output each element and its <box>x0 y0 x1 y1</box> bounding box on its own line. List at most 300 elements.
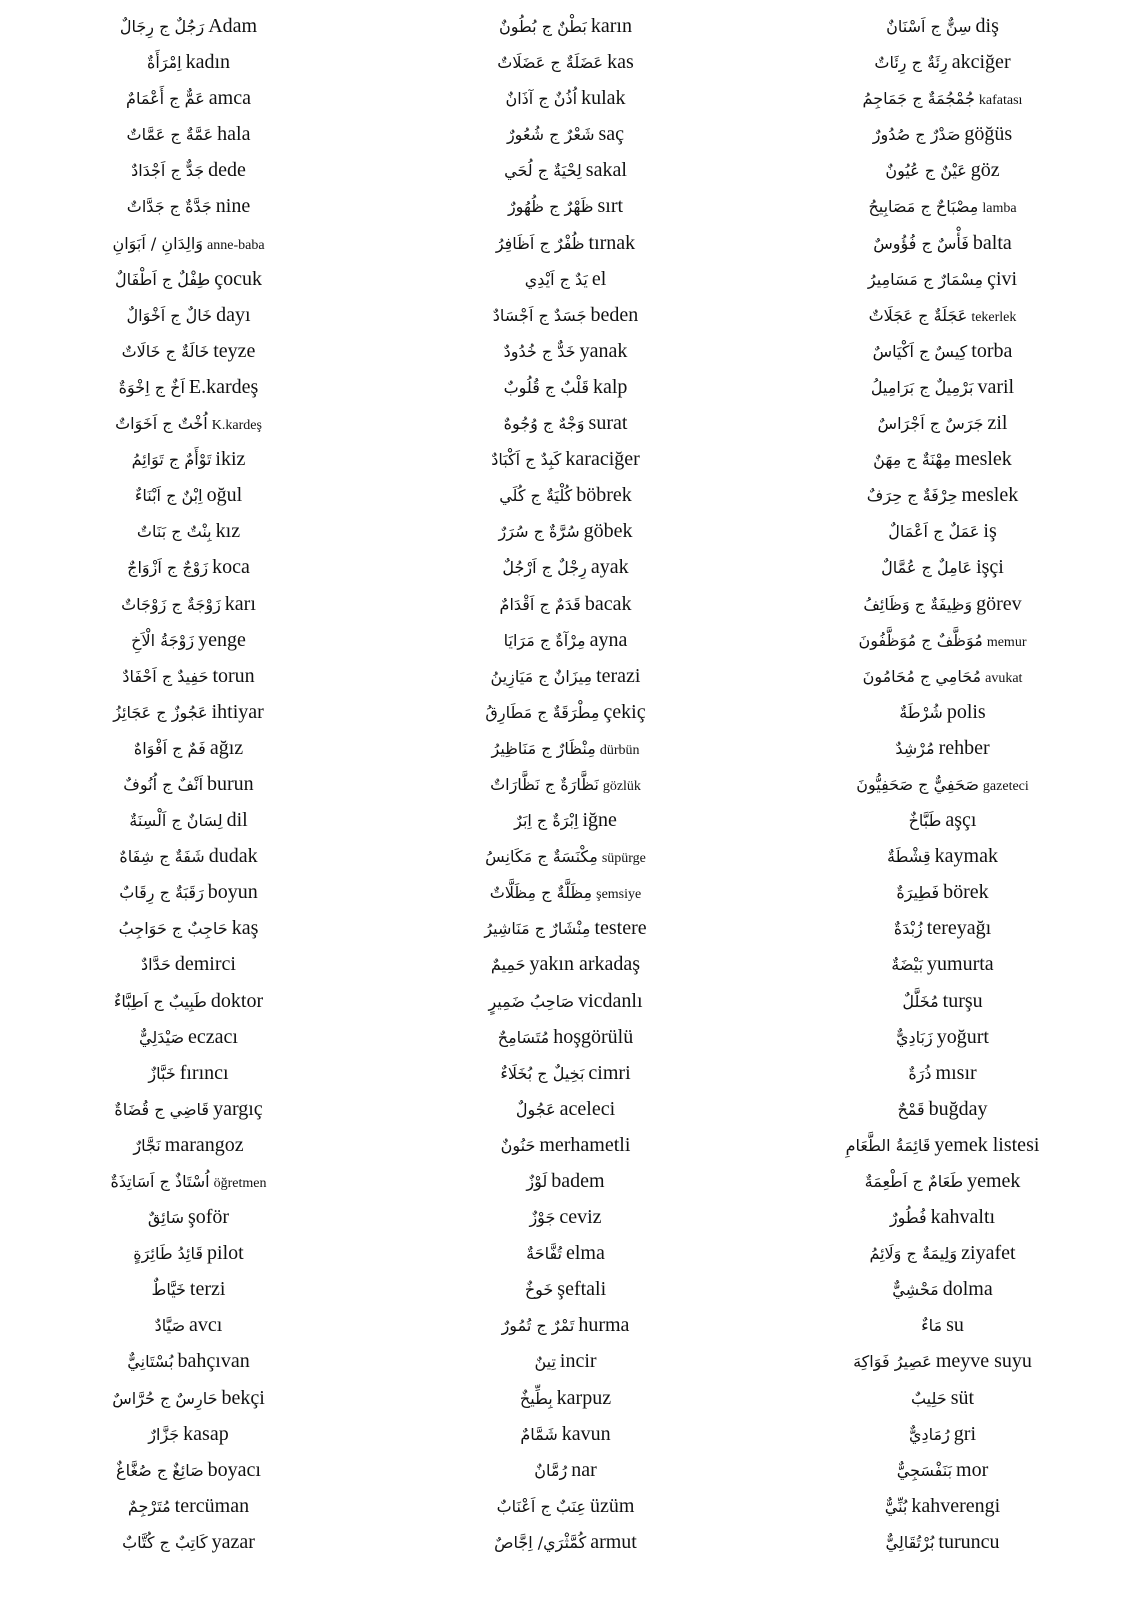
turkish-meaning: ağız <box>209 736 244 759</box>
arabic-word: بُرْتُقَالِيٌّ <box>885 1532 935 1552</box>
vocab-entry <box>0 1488 377 1524</box>
arabic-word: شُرْطَةٌ <box>899 702 943 722</box>
vocab-entry <box>0 8 377 44</box>
arabic-word: حَلِيبٌ <box>910 1388 947 1408</box>
arabic-word: خَوخٌ <box>524 1280 554 1300</box>
turkish-meaning: incir <box>559 1350 597 1373</box>
vocab-entry <box>754 838 1131 874</box>
turkish-meaning: yenge <box>198 628 246 651</box>
arabic-word: تَمْرٌ ج تُمُورٌ <box>501 1316 575 1336</box>
vocab-entry <box>754 1307 1131 1343</box>
vocab-entry <box>377 802 754 838</box>
vocab-entry <box>377 838 754 874</box>
arabic-word: زُبْدَةٌ <box>893 919 923 939</box>
vocab-entry <box>754 1199 1131 1235</box>
vocab-entry <box>754 152 1131 188</box>
arabic-word: قِشْطَةٌ <box>887 847 931 867</box>
arabic-word: يَدٌ ج اَيْدِي <box>524 269 588 289</box>
turkish-meaning: karpuz <box>556 1386 612 1409</box>
arabic-word: اِبْرَةٌ ج اِبَرٌ <box>514 811 579 831</box>
vocab-entry <box>377 1163 754 1199</box>
arabic-word: جُمْجُمَةٌ ج جَمَاجِمُ <box>862 89 975 109</box>
vocab-entry <box>377 188 754 224</box>
vocab-entry <box>0 1452 377 1488</box>
turkish-meaning: hoşgörülü <box>553 1025 634 1048</box>
turkish-meaning: göğüs <box>964 123 1013 146</box>
arabic-word: طَعَامٌ ج اَطْعِمَةٌ <box>864 1172 964 1191</box>
arabic-word: نَظَّارَةٌ ج نَظَّارَاتٌ <box>490 774 599 794</box>
vocab-entry <box>754 297 1131 333</box>
turkish-meaning: iş <box>983 520 997 543</box>
arabic-word: عَمَّةٌ ج عَمَّاتٌ <box>126 125 214 145</box>
arabic-word: خَيَّاطٌ <box>151 1280 186 1300</box>
arabic-word: وَظِيفَةٌ ج وَظَائِفُ <box>863 594 973 614</box>
arabic-word: عَيْنٌ ج عُيُونٌ <box>885 161 967 181</box>
arabic-word: قَائِمَةُ الطَّعَامِ <box>845 1135 931 1155</box>
arabic-word: رَجُلٌ ج رِجَالٌ <box>119 17 205 36</box>
vocab-entry <box>377 874 754 910</box>
turkish-meaning: badem <box>551 1170 605 1192</box>
vocab-entry <box>754 658 1131 694</box>
turkish-meaning: çekiç <box>603 700 646 723</box>
turkish-meaning: kulak <box>581 87 626 110</box>
vocab-entry <box>0 1199 377 1235</box>
arabic-word: شَمَّامٌ <box>520 1424 558 1444</box>
arabic-word: بُسْتَانِيٌّ <box>127 1352 174 1372</box>
arabic-word: جَوْزٌ <box>529 1208 556 1228</box>
turkish-meaning: ayna <box>589 628 628 651</box>
arabic-word: حَفِيدٌ ج اَحْفَادٌ <box>122 666 209 686</box>
turkish-meaning: gazeteci <box>982 778 1029 794</box>
arabic-word: ذُرَةٌ <box>908 1063 932 1083</box>
arabic-word: مُرْشِدٌ <box>895 738 935 758</box>
vocab-entry <box>0 910 377 946</box>
arabic-word: شَعْرٌ ج شُعُورٌ <box>506 125 595 145</box>
vocab-entry <box>754 766 1131 802</box>
vocab-entry <box>0 369 377 405</box>
vocabulary-column-3 <box>754 8 1131 1560</box>
arabic-word: حَنُونٌ <box>500 1135 536 1155</box>
turkish-meaning: dede <box>208 159 246 182</box>
arabic-word: مِرْآةٌ ج مَرَايَا <box>503 630 586 650</box>
vocab-entry <box>0 1235 377 1271</box>
turkish-meaning: ihtiyar <box>211 700 264 723</box>
vocab-entry <box>0 1416 377 1452</box>
turkish-meaning: teyze <box>213 339 256 362</box>
turkish-meaning: yargıç <box>213 1097 263 1120</box>
vocab-entry <box>754 333 1131 369</box>
vocab-entry <box>754 1091 1131 1127</box>
arabic-word: جَزَّارٌ <box>148 1424 180 1444</box>
vocab-entry <box>377 1235 754 1271</box>
vocab-entry <box>377 622 754 658</box>
arabic-word: عِنَبٌ ج اَعْنَابٌ <box>496 1496 586 1516</box>
turkish-meaning: işçi <box>976 556 1004 579</box>
turkish-meaning: bahçıvan <box>177 1350 250 1373</box>
turkish-meaning: tekerlek <box>971 309 1017 325</box>
turkish-meaning: akciğer <box>951 51 1011 74</box>
arabic-word: مِهْنَةٌ ج مِهَنٌ <box>873 450 952 470</box>
arabic-word: حَاجِبٌ ج حَوَاجِبُ <box>118 919 228 939</box>
arabic-word: اِبْنٌ ج اَبْنَاءٌ <box>134 486 203 506</box>
arabic-word: صَدْرٌ ج صُدُورٌ <box>872 125 961 145</box>
turkish-meaning: kas <box>607 51 634 74</box>
vocab-entry <box>0 586 377 622</box>
vocab-entry <box>754 730 1131 766</box>
vocab-entry <box>754 549 1131 585</box>
vocab-entry <box>377 8 754 44</box>
arabic-word: مِطْرَقَةٌ ج مَطَارِقُ <box>485 702 600 722</box>
turkish-meaning: tırnak <box>588 231 636 254</box>
arabic-word: ظُفْرٌ ج اَظَافِرُ <box>495 233 585 253</box>
arabic-word: تَوْأَمٌ ج تَوَائِمُ <box>131 450 212 470</box>
arabic-word: وَجْهٌ ج وُجُوهٌ <box>503 414 585 434</box>
turkish-meaning: kahvaltı <box>930 1206 996 1229</box>
turkish-meaning: hala <box>217 123 251 146</box>
vocab-entry <box>754 1416 1131 1452</box>
arabic-word: عَجُولٌ <box>515 1099 556 1119</box>
arabic-word: خَالٌ ج اَخْوَالٌ <box>126 305 213 325</box>
arabic-word: حِرْفَةٌ ج حِرَفٌ <box>866 486 958 506</box>
vocab-entry <box>754 405 1131 441</box>
turkish-meaning: elma <box>566 1242 605 1265</box>
arabic-word: بَخِيلٌ ج بُخَلَاءٌ <box>500 1063 585 1083</box>
vocab-entry <box>0 1307 377 1343</box>
turkish-meaning: torba <box>971 339 1013 362</box>
vocab-entry <box>754 1343 1131 1379</box>
vocab-entry <box>0 1343 377 1379</box>
arabic-word: قَمْحٌ <box>897 1099 925 1119</box>
turkish-meaning: kaymak <box>934 845 998 868</box>
vocab-entry <box>0 225 377 261</box>
vocab-entry <box>377 694 754 730</box>
turkish-meaning: ayak <box>590 556 629 579</box>
turkish-meaning: karı <box>224 592 256 615</box>
vocab-entry <box>0 333 377 369</box>
turkish-meaning: tercüman <box>174 1494 250 1517</box>
turkish-meaning: terzi <box>189 1278 226 1301</box>
arabic-word: زَوْجَةٌ ج زَوْجَاتٌ <box>121 594 221 614</box>
turkish-meaning: göz <box>970 159 1000 182</box>
turkish-meaning: lamba <box>982 201 1017 217</box>
vocab-entry <box>0 1380 377 1416</box>
vocab-entry <box>754 369 1131 405</box>
turkish-meaning: zil <box>987 412 1008 435</box>
arabic-word: خَدٌّ ج خُدُودٌ <box>503 341 576 361</box>
arabic-word: قَاضِي ج قُضَاةٌ <box>114 1099 210 1119</box>
arabic-word: كُمَّثْرَي/ اِجَّاصٌ <box>494 1532 587 1552</box>
turkish-meaning: ceviz <box>559 1206 602 1229</box>
arabic-word: صَحَفِيٌّ ج صَحَفِيُّونَ <box>856 774 979 794</box>
arabic-word: رَقَبَةٌ ج رِقَابٌ <box>119 883 204 903</box>
turkish-meaning: kahverengi <box>911 1494 1001 1517</box>
arabic-word: حَمِيمٌ <box>490 955 526 975</box>
arabic-word: ظَهْرٌ ج ظُهُورٌ <box>507 197 594 217</box>
arabic-word: مُتَرْجِمٌ <box>127 1496 171 1516</box>
vocab-entry <box>754 1452 1131 1488</box>
arabic-word: بَطْنٌ ج بُطُونٌ <box>499 17 587 36</box>
turkish-meaning: kavun <box>561 1422 611 1445</box>
vocab-entry <box>754 80 1131 116</box>
arabic-word: رُمَّانٌ <box>534 1460 568 1480</box>
turkish-meaning: boyacı <box>207 1458 261 1481</box>
arabic-word: اُسْتَاذٌ ج اَسَاتِذَةٌ <box>110 1172 210 1191</box>
arabic-word: تِينٌ <box>534 1352 556 1372</box>
turkish-meaning: burun <box>207 772 254 795</box>
turkish-meaning: eczacı <box>188 1025 238 1048</box>
arabic-word: قَلْبٌ ج قُلُوبٌ <box>503 377 589 397</box>
arabic-word: رُمَادِيٌّ <box>908 1424 950 1444</box>
turkish-meaning: kafatası <box>978 93 1023 109</box>
turkish-meaning: dürbün <box>599 742 640 758</box>
turkish-meaning: avcı <box>189 1314 223 1337</box>
turkish-meaning: cimri <box>588 1061 631 1084</box>
turkish-meaning: çocuk <box>214 267 262 290</box>
turkish-meaning: dil <box>226 809 248 832</box>
vocab-entry <box>377 44 754 80</box>
vocab-entry <box>0 874 377 910</box>
arabic-word: عَضَلَةٌ ج عَضَلَاتٌ <box>497 53 604 73</box>
arabic-word: كِيسٌ ج اَكْيَاسٌ <box>872 341 968 361</box>
arabic-word: لِسَانٌ ج اَلْسِنَةٌ <box>129 811 223 831</box>
arabic-word: بَنَفْسَجِيٌّ <box>896 1460 953 1480</box>
vocab-entry <box>0 622 377 658</box>
vocab-entry <box>0 1524 377 1560</box>
vocabulary-page <box>0 8 1131 1588</box>
turkish-meaning: bacak <box>584 592 632 615</box>
vocab-entry <box>377 1380 754 1416</box>
arabic-word: فَأْسٌ ج فُؤُوسٌ <box>873 233 969 253</box>
vocab-entry <box>754 1055 1131 1091</box>
arabic-word: سَائِقٌ <box>147 1208 184 1228</box>
arabic-word: اِمْرَأَةٌ <box>146 53 182 73</box>
turkish-meaning: tereyağı <box>926 917 992 940</box>
vocab-entry <box>754 946 1131 982</box>
arabic-word: جَرَسٌ ج اَجْرَاسٌ <box>877 414 984 434</box>
arabic-word: لَوْزٌ <box>526 1172 548 1191</box>
vocab-entry <box>377 116 754 152</box>
turkish-meaning: süpürge <box>601 851 646 867</box>
arabic-word: بَرْمِيلٌ ج بَرَامِيلُ <box>870 377 974 397</box>
vocab-entry <box>0 730 377 766</box>
vocab-entry <box>377 513 754 549</box>
turkish-meaning: kalp <box>593 375 628 398</box>
turkish-meaning: su <box>946 1314 964 1337</box>
arabic-word: مَحْشِيٌّ <box>892 1280 939 1300</box>
arabic-word: صَاحِبُ ضَمِيرٍ <box>488 991 575 1011</box>
arabic-word: اَخٌ ج اِخْوَةٌ <box>118 377 185 397</box>
arabic-word: لِحْيَةٌ ج لُحَي <box>504 161 582 181</box>
arabic-word: جَدٌّ ج اَجْدَادٌ <box>131 161 205 181</box>
turkish-meaning: koca <box>212 556 250 579</box>
vocab-entry <box>377 586 754 622</box>
vocab-entry <box>0 838 377 874</box>
arabic-word: كَبِدٌ ج اَكْبَادٌ <box>491 450 562 470</box>
vocab-entry <box>754 910 1131 946</box>
vocab-entry <box>0 80 377 116</box>
turkish-meaning: merhametli <box>539 1133 631 1156</box>
turkish-meaning: pilot <box>207 1242 244 1265</box>
arabic-word: اَنْفٌ ج اُنُوفٌ <box>123 774 204 794</box>
turkish-meaning: memur <box>986 634 1027 650</box>
vocab-entry <box>377 405 754 441</box>
arabic-word: صَائِغٌ ج صُغَّاغٌ <box>116 1460 204 1480</box>
turkish-meaning: kaş <box>231 917 259 940</box>
vocab-entry <box>0 983 377 1019</box>
arabic-word: مِنْظَارٌ ج مَنَاظِيرُ <box>491 738 596 758</box>
arabic-word: عَمَلٌ ج اَعْمَالٌ <box>888 522 980 542</box>
turkish-meaning: kadın <box>185 51 231 74</box>
turkish-meaning: şemsiye <box>596 887 642 903</box>
vocab-entry <box>377 1199 754 1235</box>
vocab-entry <box>377 910 754 946</box>
turkish-meaning: bekçi <box>221 1386 265 1409</box>
arabic-word: تُفَّاحَةٌ <box>526 1244 562 1264</box>
turkish-meaning: terazi <box>596 664 641 687</box>
vocab-entry <box>754 116 1131 152</box>
vocab-entry <box>377 152 754 188</box>
vocab-entry <box>754 983 1131 1019</box>
vocab-entry <box>754 694 1131 730</box>
vocab-entry <box>754 622 1131 658</box>
vocab-entry <box>0 152 377 188</box>
arabic-word: اُذُنٌ ج آذَانٌ <box>505 89 578 109</box>
vocab-entry <box>377 730 754 766</box>
turkish-meaning: karaciğer <box>565 448 640 471</box>
turkish-meaning: meslek <box>955 448 1012 471</box>
vocab-entry <box>754 1488 1131 1524</box>
turkish-meaning: testere <box>594 917 647 940</box>
arabic-word: فَطِيرَةٌ <box>896 883 940 903</box>
vocab-entry <box>0 1055 377 1091</box>
vocab-entry <box>377 1307 754 1343</box>
vocab-entry <box>377 1524 754 1560</box>
turkish-meaning: kız <box>215 520 241 543</box>
turkish-meaning: mısır <box>935 1061 977 1084</box>
turkish-meaning: boyun <box>207 881 258 904</box>
vocab-entry <box>754 1271 1131 1307</box>
arabic-word: طَبِيبٌ ج اَطِبَّاءٌ <box>113 991 207 1011</box>
vocab-entry <box>377 333 754 369</box>
vocab-entry <box>754 188 1131 224</box>
vocab-entry <box>0 116 377 152</box>
arabic-word: خَالَةٌ ج خَالَاتٌ <box>121 341 210 361</box>
arabic-word: حَارِسٌ ج حُرَّاسٌ <box>112 1388 218 1408</box>
turkish-meaning: yoğurt <box>936 1025 989 1048</box>
turkish-meaning: Adam <box>208 15 258 37</box>
turkish-meaning: göbek <box>583 520 633 543</box>
vocab-entry <box>377 549 754 585</box>
turkish-meaning: yemek listesi <box>934 1133 1040 1156</box>
vocab-entry <box>0 766 377 802</box>
turkish-meaning: ikiz <box>215 448 246 471</box>
vocabulary-column-1 <box>0 8 377 1560</box>
vocab-entry <box>0 946 377 982</box>
vocab-entry <box>754 586 1131 622</box>
turkish-meaning: sakal <box>585 159 627 182</box>
turkish-meaning: aşçı <box>945 809 977 832</box>
turkish-meaning: gri <box>953 1422 977 1445</box>
turkish-meaning: balta <box>972 231 1012 254</box>
arabic-word: كُلْيَةٌ ج كُلَي <box>499 486 573 506</box>
arabic-word: كَاتِبٌ ج كُتَّابٌ <box>122 1532 208 1552</box>
vocab-entry <box>377 225 754 261</box>
vocab-entry <box>377 658 754 694</box>
turkish-meaning: dudak <box>208 845 258 868</box>
turkish-meaning: böbrek <box>576 484 632 507</box>
vocab-entry <box>0 44 377 80</box>
arabic-word: بِطِّيخٌ <box>519 1388 553 1408</box>
arabic-word: عَامِلٌ ج عُمَّالٌ <box>881 558 973 578</box>
turkish-meaning: ziyafet <box>961 1242 1016 1265</box>
vocab-entry <box>754 1235 1131 1271</box>
vocab-entry <box>377 1416 754 1452</box>
vocab-entry <box>754 225 1131 261</box>
turkish-meaning: şeftali <box>557 1278 607 1301</box>
turkish-meaning: surat <box>588 412 628 435</box>
vocab-entry <box>377 946 754 982</box>
vocab-entry <box>0 1091 377 1127</box>
arabic-word: رِجْلٌ ج اَرْجُلٌ <box>502 558 587 578</box>
vocab-entry <box>754 261 1131 297</box>
arabic-word: قَائِدُ طَائِرَةٍ <box>133 1244 204 1264</box>
vocab-entry <box>0 1271 377 1307</box>
arabic-word: اُخْتٌ ج اَخَوَاتٌ <box>115 414 208 434</box>
arabic-word: فُطُورٌ <box>889 1208 927 1228</box>
arabic-word: مِنْشَارٌ ج مَنَاشِيرُ <box>484 919 591 939</box>
arabic-word: فَمٌ ج اَفْوَاهٌ <box>133 738 206 758</box>
vocab-entry <box>754 1163 1131 1199</box>
turkish-meaning: gözlük <box>602 778 641 794</box>
vocab-entry <box>754 1127 1131 1163</box>
arabic-word: مُخَلَّلٌ <box>902 991 939 1011</box>
arabic-word: جَسَدٌ ج اَجْسَادٌ <box>492 305 587 325</box>
arabic-word: مَاءٌ <box>921 1316 943 1336</box>
vocab-entry <box>377 441 754 477</box>
turkish-meaning: amca <box>208 87 251 110</box>
turkish-meaning: mor <box>956 1458 989 1481</box>
turkish-meaning: anne-baba <box>207 237 265 253</box>
turkish-meaning: torun <box>212 664 255 687</box>
turkish-meaning: yanak <box>579 339 628 362</box>
arabic-word: مِيزَانٌ ج مَيَازِينُ <box>490 666 593 686</box>
arabic-word: وَالِدَانِ / اَبَوَانِ <box>112 233 204 253</box>
vocab-entry <box>377 1271 754 1307</box>
vocab-entry <box>377 80 754 116</box>
turkish-meaning: aceleci <box>559 1097 616 1120</box>
vocab-entry <box>377 1452 754 1488</box>
turkish-meaning: rehber <box>938 736 990 759</box>
arabic-word: جَدَّةٌ ج جَدَّاتٌ <box>126 197 212 217</box>
turkish-meaning: dolma <box>942 1278 993 1301</box>
turkish-meaning: avukat <box>985 670 1023 686</box>
turkish-meaning: öğretmen <box>213 1176 267 1191</box>
turkish-meaning: el <box>591 267 607 290</box>
vocab-entry <box>754 513 1131 549</box>
arabic-word: وَلِيمَةٌ ج وَلَائِمُ <box>869 1244 958 1264</box>
turkish-meaning: sırt <box>597 195 624 218</box>
vocab-entry <box>377 477 754 513</box>
turkish-meaning: yemek <box>967 1170 1021 1192</box>
turkish-meaning: dayı <box>216 303 251 326</box>
arabic-word: شَفَةٌ ج شِفَاهٌ <box>119 847 205 867</box>
turkish-meaning: saç <box>598 123 625 146</box>
vocab-entry <box>377 1127 754 1163</box>
arabic-word: صَيَّادٌ <box>154 1316 186 1336</box>
vocab-entry <box>0 549 377 585</box>
turkish-meaning: şoför <box>187 1206 230 1229</box>
arabic-word: عَمٌّ ج أَعْمَامٌ <box>126 89 205 109</box>
